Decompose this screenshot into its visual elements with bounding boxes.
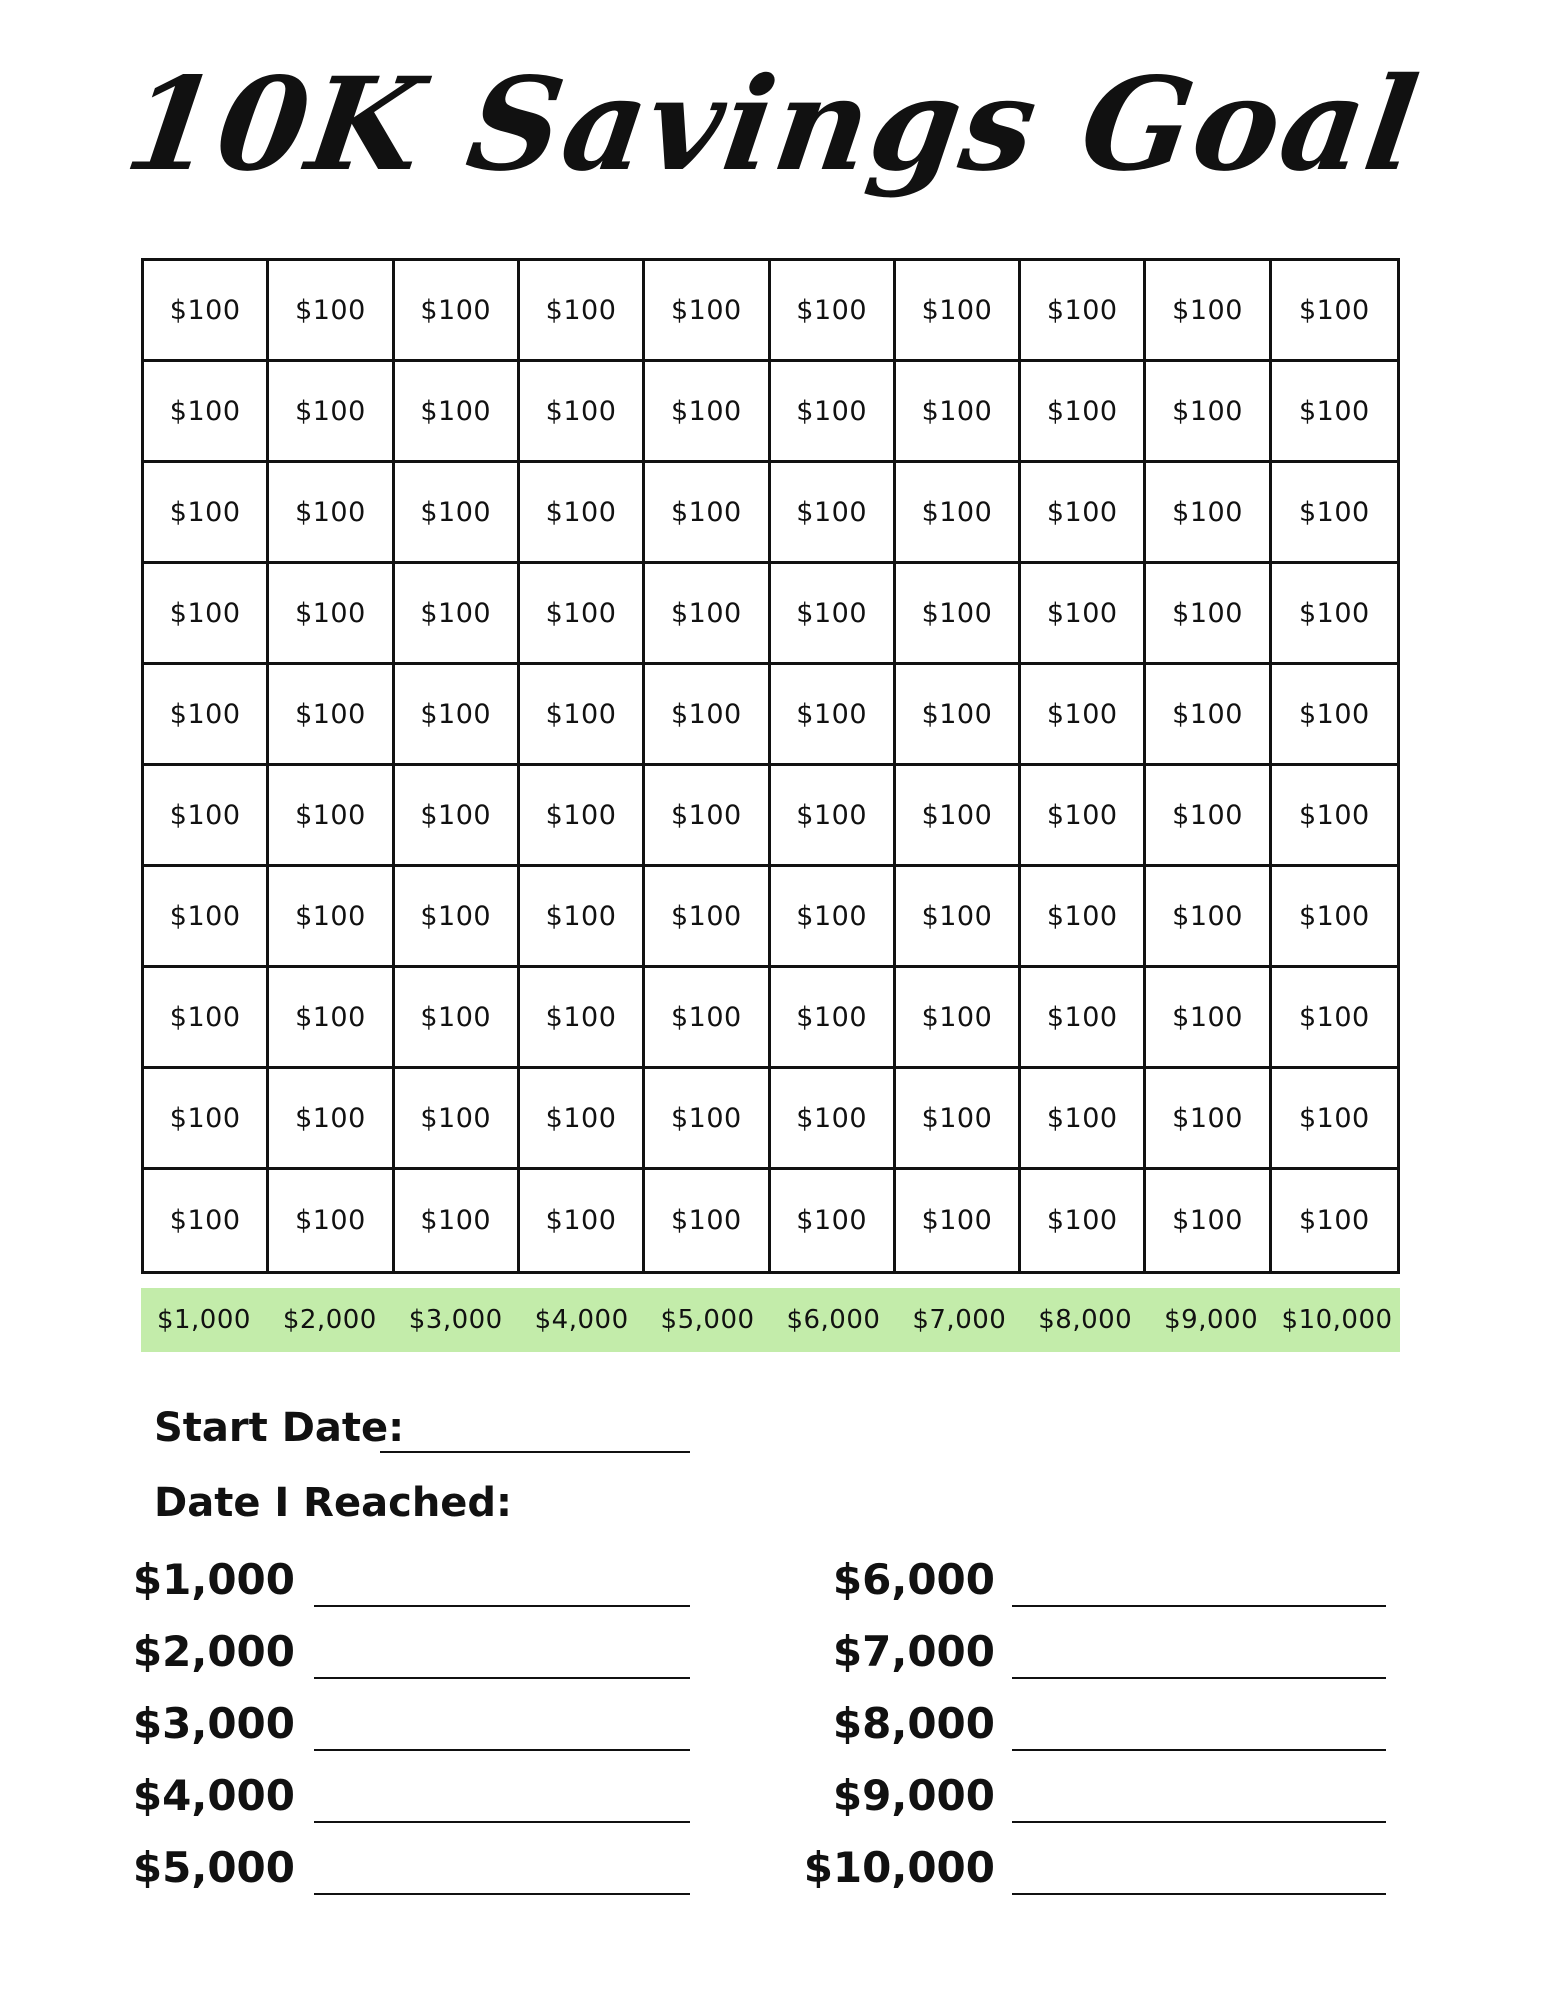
savings-cell[interactable]: $100 bbox=[645, 463, 770, 564]
savings-cell[interactable]: $100 bbox=[896, 665, 1021, 766]
milestone-date-line[interactable] bbox=[314, 1677, 690, 1679]
savings-cell[interactable]: $100 bbox=[1021, 463, 1146, 564]
savings-cell[interactable]: $100 bbox=[395, 362, 520, 463]
total-label: $2,000 bbox=[282, 1305, 377, 1335]
savings-cell[interactable]: $100 bbox=[896, 968, 1021, 1069]
savings-cell[interactable]: $100 bbox=[771, 766, 896, 867]
savings-cell[interactable]: $100 bbox=[1021, 867, 1146, 968]
savings-cell[interactable]: $100 bbox=[771, 867, 896, 968]
savings-cell[interactable]: $100 bbox=[645, 766, 770, 867]
milestone-date-line[interactable] bbox=[314, 1893, 690, 1895]
savings-cell[interactable]: $100 bbox=[520, 362, 645, 463]
savings-cell[interactable]: $100 bbox=[1146, 867, 1271, 968]
savings-cell[interactable]: $100 bbox=[771, 564, 896, 665]
total-label: $1,000 bbox=[156, 1305, 251, 1335]
milestone-amount: $3,000 bbox=[132, 1699, 295, 1748]
milestone-date-line[interactable] bbox=[1012, 1605, 1386, 1607]
savings-cell[interactable]: $100 bbox=[269, 261, 394, 362]
savings-cell[interactable]: $100 bbox=[1146, 1069, 1271, 1170]
savings-cell[interactable]: $100 bbox=[144, 463, 269, 564]
total-label: $6,000 bbox=[786, 1305, 881, 1335]
savings-cell[interactable]: $100 bbox=[395, 261, 520, 362]
savings-cell[interactable]: $100 bbox=[395, 564, 520, 665]
savings-cell[interactable]: $100 bbox=[771, 1170, 896, 1271]
page-title: 10K Savings Goal bbox=[117, 50, 1428, 200]
savings-cell[interactable]: $100 bbox=[395, 1069, 520, 1170]
milestone-amount: $5,000 bbox=[132, 1843, 295, 1892]
savings-cell[interactable]: $100 bbox=[144, 968, 269, 1069]
milestone-date-line[interactable] bbox=[1012, 1821, 1386, 1823]
savings-cell[interactable]: $100 bbox=[1272, 261, 1397, 362]
milestone-amount: $1,000 bbox=[132, 1555, 295, 1604]
total-label: $10,000 bbox=[1281, 1305, 1393, 1335]
totals-band bbox=[141, 1288, 1400, 1352]
savings-cell[interactable]: $100 bbox=[1272, 968, 1397, 1069]
savings-cell[interactable]: $100 bbox=[1272, 867, 1397, 968]
savings-cell[interactable]: $100 bbox=[896, 766, 1021, 867]
savings-cell[interactable]: $100 bbox=[520, 564, 645, 665]
savings-cell[interactable]: $100 bbox=[1021, 1170, 1146, 1271]
milestone-date-line[interactable] bbox=[1012, 1749, 1386, 1751]
savings-cell[interactable]: $100 bbox=[1146, 665, 1271, 766]
savings-cell[interactable]: $100 bbox=[520, 968, 645, 1069]
savings-cell[interactable]: $100 bbox=[269, 1069, 394, 1170]
savings-cell[interactable]: $100 bbox=[1272, 362, 1397, 463]
milestone-amount: $9,000 bbox=[832, 1771, 995, 1820]
milestone-amount: $10,000 bbox=[803, 1843, 995, 1892]
savings-cell[interactable]: $100 bbox=[645, 261, 770, 362]
milestone-amount: $4,000 bbox=[132, 1771, 295, 1820]
savings-cell[interactable]: $100 bbox=[1272, 1069, 1397, 1170]
savings-cell[interactable]: $100 bbox=[395, 1170, 520, 1271]
savings-cell[interactable]: $100 bbox=[645, 968, 770, 1069]
savings-cell[interactable]: $100 bbox=[1146, 766, 1271, 867]
savings-cell[interactable]: $100 bbox=[896, 362, 1021, 463]
total-label: $7,000 bbox=[912, 1305, 1007, 1335]
savings-cell[interactable]: $100 bbox=[395, 665, 520, 766]
savings-cell[interactable]: $100 bbox=[395, 968, 520, 1069]
savings-cell[interactable]: $100 bbox=[1272, 463, 1397, 564]
savings-cell[interactable]: $100 bbox=[144, 1069, 269, 1170]
savings-cell[interactable]: $100 bbox=[645, 1170, 770, 1271]
savings-cell[interactable]: $100 bbox=[1021, 564, 1146, 665]
savings-cell[interactable]: $100 bbox=[896, 867, 1021, 968]
savings-cell[interactable]: $100 bbox=[1146, 968, 1271, 1069]
savings-cell[interactable]: $100 bbox=[520, 766, 645, 867]
milestone-amount: $8,000 bbox=[832, 1699, 995, 1748]
savings-cell[interactable]: $100 bbox=[269, 867, 394, 968]
milestone-date-line[interactable] bbox=[1012, 1677, 1386, 1679]
savings-cell[interactable]: $100 bbox=[645, 564, 770, 665]
savings-cell[interactable]: $100 bbox=[771, 362, 896, 463]
savings-cell[interactable]: $100 bbox=[520, 665, 645, 766]
savings-cell[interactable]: $100 bbox=[144, 564, 269, 665]
savings-cell[interactable]: $100 bbox=[269, 362, 394, 463]
milestone-amount: $6,000 bbox=[832, 1555, 995, 1604]
savings-cell[interactable]: $100 bbox=[896, 564, 1021, 665]
total-label: $8,000 bbox=[1038, 1305, 1133, 1335]
savings-cell[interactable]: $100 bbox=[520, 1069, 645, 1170]
savings-cell[interactable]: $100 bbox=[520, 1170, 645, 1271]
start-date-label: Start Date: bbox=[154, 1405, 405, 1451]
savings-cell[interactable]: $100 bbox=[144, 1170, 269, 1271]
milestone-date-line[interactable] bbox=[314, 1821, 690, 1823]
savings-cell[interactable]: $100 bbox=[1021, 1069, 1146, 1170]
savings-cell[interactable]: $100 bbox=[144, 362, 269, 463]
savings-cell[interactable]: $100 bbox=[771, 463, 896, 564]
start-date-line[interactable] bbox=[380, 1451, 690, 1453]
total-label: $3,000 bbox=[408, 1305, 503, 1335]
savings-cell[interactable]: $100 bbox=[645, 867, 770, 968]
savings-cell[interactable]: $100 bbox=[645, 665, 770, 766]
savings-cell[interactable]: $100 bbox=[1146, 1170, 1271, 1271]
savings-cell[interactable]: $100 bbox=[520, 261, 645, 362]
savings-cell[interactable]: $100 bbox=[144, 665, 269, 766]
milestone-amount: $2,000 bbox=[132, 1627, 295, 1676]
savings-cell[interactable]: $100 bbox=[1272, 766, 1397, 867]
milestone-date-line[interactable] bbox=[314, 1605, 690, 1607]
savings-cell[interactable]: $100 bbox=[1146, 564, 1271, 665]
savings-cell[interactable]: $100 bbox=[771, 1069, 896, 1170]
savings-cell[interactable]: $100 bbox=[269, 1170, 394, 1271]
total-label: $9,000 bbox=[1164, 1305, 1259, 1335]
savings-cell[interactable]: $100 bbox=[1272, 564, 1397, 665]
savings-cell[interactable]: $100 bbox=[395, 867, 520, 968]
savings-cell[interactable]: $100 bbox=[1021, 665, 1146, 766]
savings-cell[interactable]: $100 bbox=[520, 463, 645, 564]
savings-cell[interactable]: $100 bbox=[269, 665, 394, 766]
date-reached-label: Date I Reached: bbox=[154, 1480, 513, 1526]
savings-cell[interactable]: $100 bbox=[269, 766, 394, 867]
savings-cell[interactable]: $100 bbox=[1146, 463, 1271, 564]
savings-cell[interactable]: $100 bbox=[645, 362, 770, 463]
savings-cell[interactable]: $100 bbox=[395, 766, 520, 867]
total-label: $5,000 bbox=[660, 1305, 755, 1335]
savings-cell[interactable]: $100 bbox=[896, 1170, 1021, 1271]
savings-cell[interactable]: $100 bbox=[269, 564, 394, 665]
savings-cell[interactable]: $100 bbox=[144, 867, 269, 968]
savings-cell[interactable]: $100 bbox=[144, 766, 269, 867]
savings-grid bbox=[141, 258, 1400, 1274]
savings-cell[interactable]: $100 bbox=[1021, 968, 1146, 1069]
savings-cell[interactable]: $100 bbox=[1146, 362, 1271, 463]
savings-cell[interactable]: $100 bbox=[395, 463, 520, 564]
savings-cell[interactable]: $100 bbox=[1021, 261, 1146, 362]
savings-cell[interactable]: $100 bbox=[645, 1069, 770, 1170]
savings-cell[interactable]: $100 bbox=[1146, 261, 1271, 362]
savings-cell[interactable]: $100 bbox=[520, 867, 645, 968]
savings-cell[interactable]: $100 bbox=[771, 261, 896, 362]
savings-cell[interactable]: $100 bbox=[1272, 665, 1397, 766]
total-label: $4,000 bbox=[534, 1305, 629, 1335]
savings-cell[interactable]: $100 bbox=[1021, 766, 1146, 867]
savings-cell[interactable]: $100 bbox=[144, 261, 269, 362]
savings-cell[interactable]: $100 bbox=[1298, 1205, 1370, 1236]
savings-cell[interactable]: $100 bbox=[269, 463, 394, 564]
savings-cell[interactable]: $100 bbox=[1021, 362, 1146, 463]
milestone-date-line[interactable] bbox=[1012, 1893, 1386, 1895]
savings-cell[interactable]: $100 bbox=[771, 665, 896, 766]
savings-cell[interactable]: $100 bbox=[896, 463, 1021, 564]
savings-cell[interactable]: $100 bbox=[896, 261, 1021, 362]
milestone-date-line[interactable] bbox=[314, 1749, 690, 1751]
milestone-amount: $7,000 bbox=[832, 1627, 995, 1676]
savings-cell[interactable]: $100 bbox=[269, 968, 394, 1069]
savings-cell[interactable]: $100 bbox=[896, 1069, 1021, 1170]
savings-cell[interactable]: $100 bbox=[771, 968, 896, 1069]
